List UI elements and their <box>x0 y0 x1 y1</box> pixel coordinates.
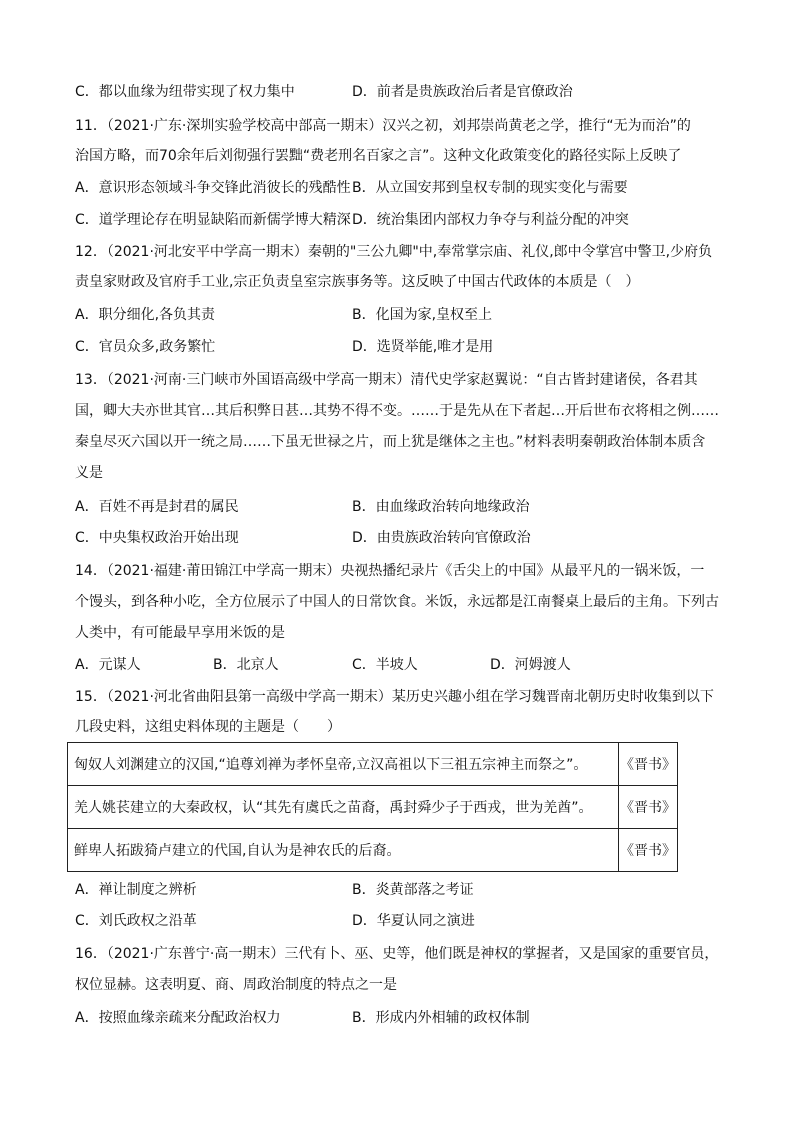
q11-option-d: D．统治集团内部权力争夺与利益分配的冲突 <box>352 212 629 228</box>
q13-stem-line-4: 义是 <box>75 465 103 481</box>
table-row <box>68 829 678 872</box>
q14-option-d: D．河姆渡人 <box>490 657 571 673</box>
q12-option-c: C．官员众多,政务繁忙 <box>75 339 216 355</box>
q14-option-a: A．元谋人 <box>75 657 141 673</box>
q15-option-c: C．刘氏政权之沿革 <box>75 913 197 929</box>
q13-stem-line-3: 秦皇尽灭六国以开一统之局……下虽无世禄之片，而上犹是继体之主也。”材料表明秦朝政治体制本质含 <box>75 434 706 450</box>
source-book: 《晋书》 <box>619 743 678 786</box>
q16-stem-line-1: 16．（2021·广东普宁·高一期末）三代有卜、巫、史等，他们既是神权的掌握者，又是国家的重要官员， <box>75 946 719 962</box>
q11-option-b: B．从立国安邦到皇权专制的现实变化与需要 <box>352 180 628 196</box>
q16-option-a: A．按照血缘亲疏来分配政治权力 <box>75 1010 281 1026</box>
q12-stem-line-1: 12．（2021·河北安平中学高一期末）秦朝的"三公九卿"中,奉常掌宗庙、礼仪,郎中令掌宫中警卫,少府负 <box>75 244 713 260</box>
q14-option-b: B．北京人 <box>213 657 279 673</box>
q11-stem-line-2: 治国方略，而70余年后刘彻强行罢黜“费老刑名百家之言”。这种文化政策变化的路径实际上反映了 <box>75 148 682 164</box>
q13-stem-line-1: 13．（2021·河南·三门峡市外国语高级中学高一期末）清代史学家赵翼说：“自古皆封建诸侯，各君其 <box>75 372 698 388</box>
q15-source-table <box>67 742 678 872</box>
q14-stem-line-3: 人类中，有可能最早享用米饭的是 <box>75 625 285 641</box>
q14-option-c: C．半坡人 <box>352 657 418 673</box>
q13-option-b: B．由血缘政治转向地缘政治 <box>352 499 530 515</box>
table-row <box>68 786 678 829</box>
prev-option-c: C．都以血缘为纽带实现了权力集中 <box>75 84 295 100</box>
source-book: 《晋书》 <box>619 786 678 829</box>
q13-option-a: A．百姓不再是封君的属民 <box>75 499 239 515</box>
q15-option-b: B．炎黄部落之考证 <box>352 882 474 898</box>
q11-option-a: A．意识形态领域斗争交锋此消彼长的残酷性 <box>75 180 351 196</box>
table-row <box>68 743 678 786</box>
q16-option-b: B．形成内外相辅的政权体制 <box>352 1010 530 1026</box>
q15-stem-line-1: 15．（2021·河北省曲阳县第一高级中学高一期末）某历史兴趣小组在学习魏晋南北朝历史时收集到以下 <box>75 689 714 705</box>
q14-stem-line-2: 个馒头，到各种小吃，全方位展示了中国人的日常饮食。米饭，永远都是江南餐桌上最后的主角。下列古 <box>75 594 719 610</box>
source-text: 羌人姚苌建立的大秦政权，认“其先有虞氏之苗裔，禹封舜少子于西戎，世为羌酋”。 <box>68 786 619 829</box>
source-text: 鲜卑人拓跋猗卢建立的代国,自认为是神农氏的后裔。 <box>68 829 619 872</box>
q11-stem-line-1: 11．（2021·广东·深圳实验学校高中部高一期末）汉兴之初，刘邦崇尚黄老之学，推行“无为而治”的 <box>75 118 691 134</box>
q12-option-d: D．选贤举能,唯才是用 <box>352 339 494 355</box>
q13-stem-line-2: 国，卿大夫亦世其官…其后积弊日甚…其势不得不变。……于是先从在下者起…开后世布衣将相之例…… <box>75 403 719 419</box>
q15-option-d: D．华夏认同之演进 <box>352 913 475 929</box>
q12-option-a: A．职分细化,各负其责 <box>75 307 216 323</box>
q15-stem-line-2: 几段史料，这组史料体现的主题是（ ） <box>75 719 341 735</box>
q14-stem-line-1: 14．（2021·福建·莆田锦江中学高一期末）央视热播纪录片《舌尖上的中国》从最平凡的一锅米饭，一 <box>75 563 705 579</box>
q15-option-a: A．禅让制度之辨析 <box>75 882 197 898</box>
prev-option-d: D．前者是贵族政治后者是官僚政治 <box>352 84 573 100</box>
q13-option-c: C．中央集权政治开始出现 <box>75 530 239 546</box>
q13-option-d: D．由贵族政治转向官僚政治 <box>352 530 531 546</box>
source-text: 匈奴人刘渊建立的汉国,“追尊刘禅为孝怀皇帝,立汉高祖以下三祖五宗神主而祭之”。 <box>68 743 619 786</box>
q12-stem-line-2: 责皇家财政及官府手工业,宗正负责皇室宗族事务等。这反映了中国古代政体的本质是（ ） <box>75 274 640 290</box>
q12-option-b: B．化国为家,皇权至上 <box>352 307 493 323</box>
source-book: 《晋书》 <box>619 829 678 872</box>
q11-option-c: C．道学理论存在明显缺陷而新儒学博大精深 <box>75 212 351 228</box>
q16-stem-line-2: 权位显赫。这表明夏、商、周政治制度的特点之一是 <box>75 977 397 993</box>
